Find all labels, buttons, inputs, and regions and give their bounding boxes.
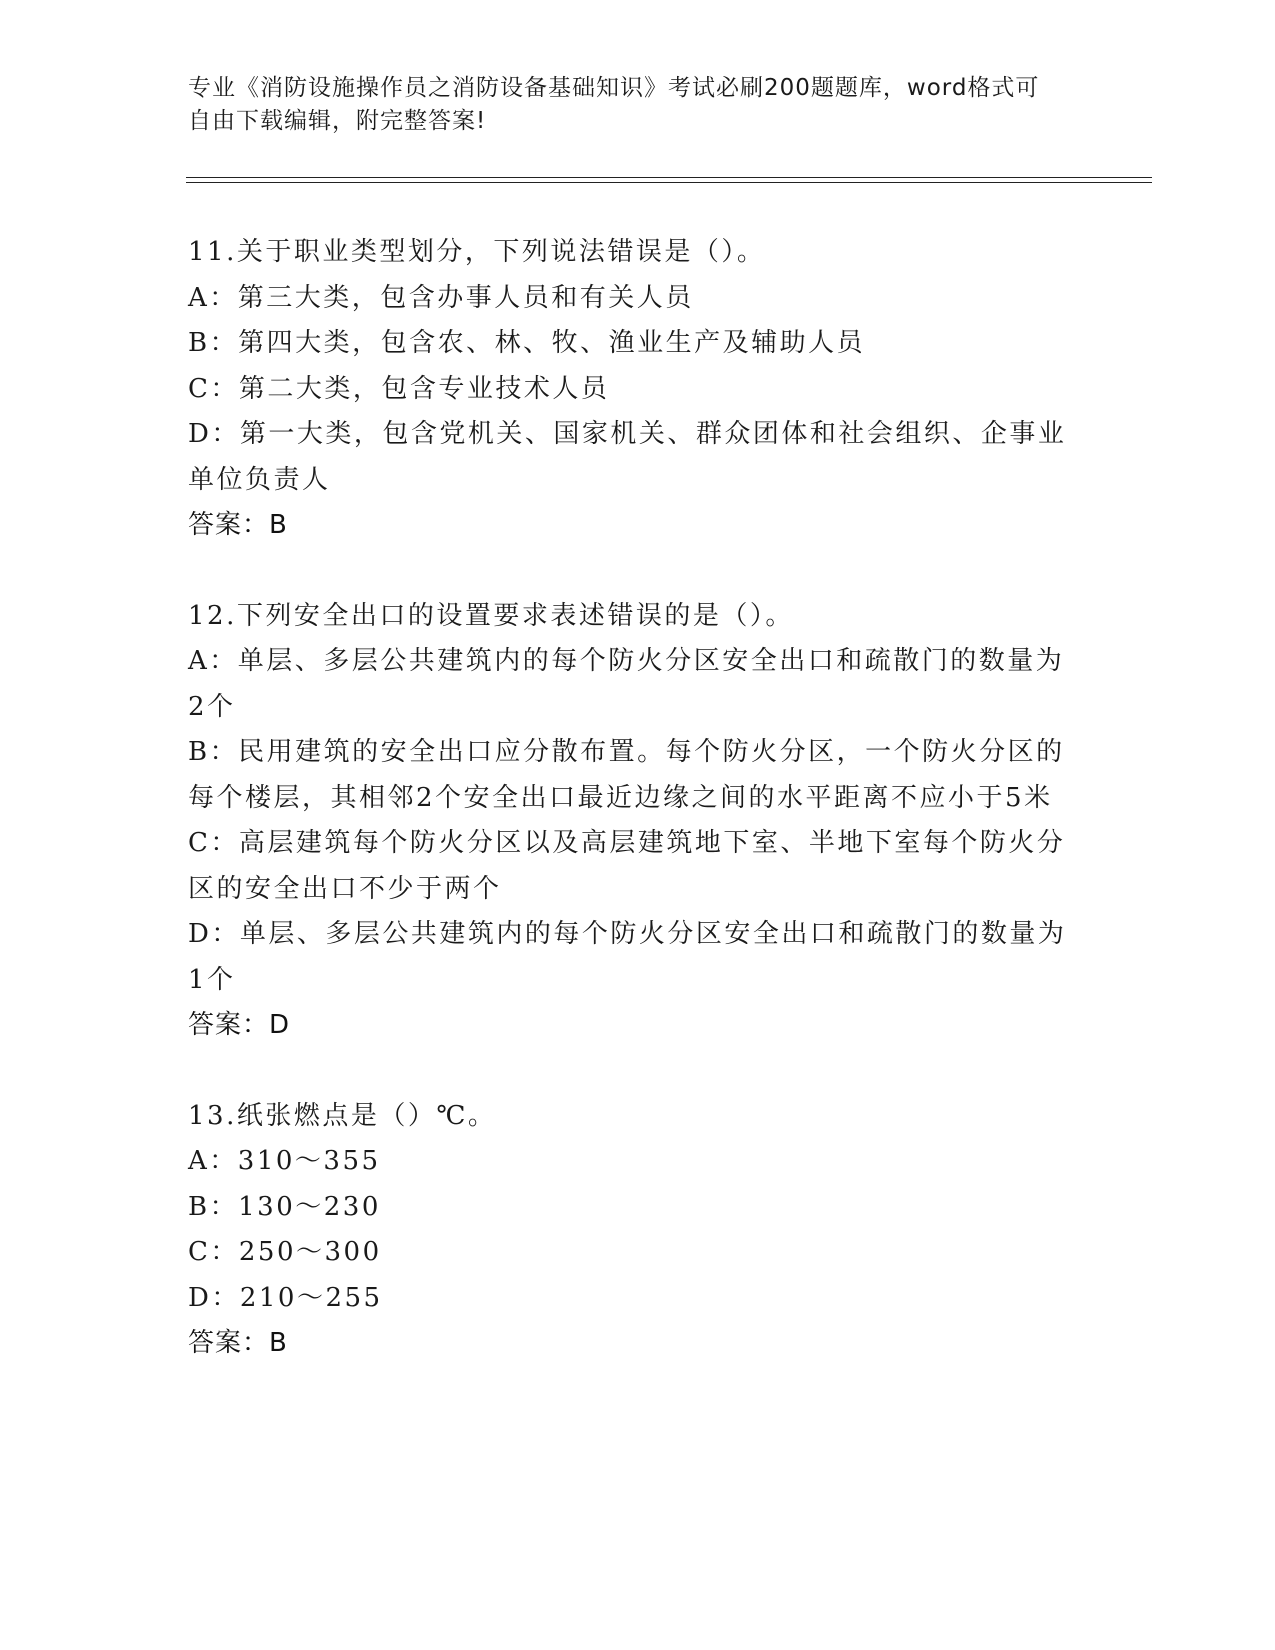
option-c: C：250～300 (188, 1237, 382, 1267)
option-d: D：210～255 (188, 1282, 383, 1313)
header-divider-top (186, 177, 1152, 178)
header-line-1: 专业《消防设施操作员之消防设备基础知识》考试必刷200题题库，word格式可 (188, 75, 1040, 101)
question-list (188, 230, 1068, 1367)
question-spacer (188, 549, 1068, 594)
question-12 (188, 594, 1068, 1049)
option-b: B：130～230 (188, 1191, 381, 1222)
question-spacer (188, 1049, 1068, 1094)
answer-label: 答案：B (188, 510, 288, 540)
answer-label: 答案：D (188, 1010, 291, 1040)
option-a: A：310～355 (188, 1146, 381, 1176)
question-stem: 12.下列安全出口的设置要求表述错误的是（）。 (188, 600, 794, 631)
option-b: B：第四大类，包含农、林、牧、渔业生产及辅助人员 (188, 328, 866, 358)
option-d: D：单层、多层公共建筑内的每个防火分区安全出口和疏散门的数量为1个 (188, 919, 1067, 995)
option-c: C：高层建筑每个防火分区以及高层建筑地下室、半地下室每个防火分区的安全出口不少于两个 (188, 828, 1066, 904)
header-divider-bottom (186, 182, 1152, 183)
document-header (188, 72, 1068, 138)
option-a: A：第三大类，包含办事人员和有关人员 (188, 282, 694, 313)
option-c: C：第二大类，包含专业技术人员 (188, 373, 610, 404)
option-d: D：第一大类，包含党机关、国家机关、群众团体和社会组织、企事业单位负责人 (188, 419, 1067, 495)
question-11 (188, 230, 1068, 549)
answer-label: 答案：B (188, 1328, 288, 1358)
option-b: B：民用建筑的安全出口应分散布置。每个防火分区，一个防火分区的每个楼层，其相邻2个安全出口最近边缘之间的水平距离不应小于5米 (188, 737, 1065, 813)
header-line-2: 自由下载编辑，附完整答案! (188, 108, 487, 134)
question-13 (188, 1094, 1068, 1367)
option-a: A：单层、多层公共建筑内的每个防火分区安全出口和疏散门的数量为2个 (188, 646, 1065, 722)
question-stem: 11.关于职业类型划分，下列说法错误是（）。 (188, 237, 766, 267)
question-stem: 13.纸张燃点是（）℃。 (188, 1100, 497, 1131)
